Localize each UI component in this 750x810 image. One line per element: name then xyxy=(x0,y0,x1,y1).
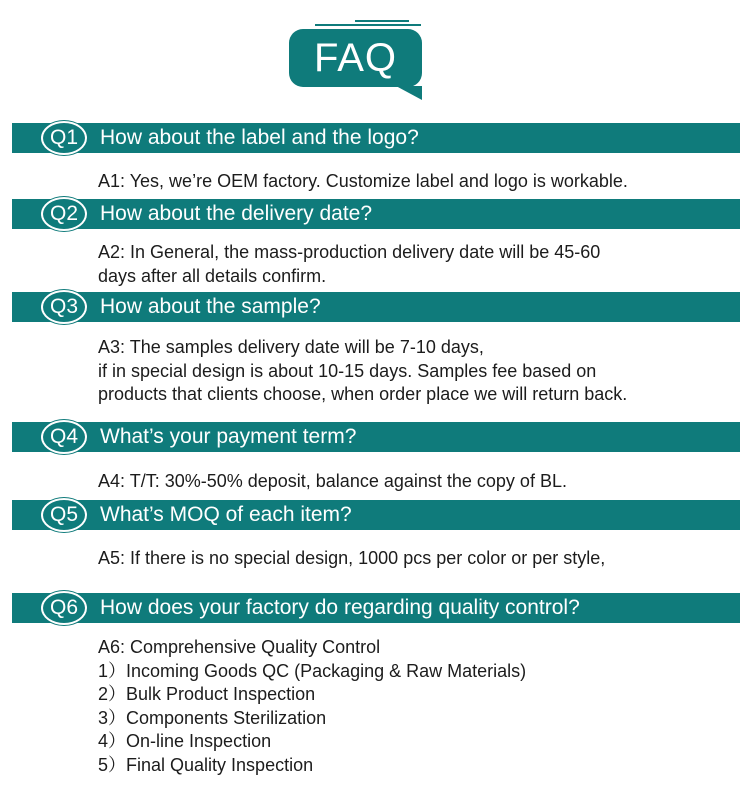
question-text-q4: What’s your payment term? xyxy=(100,425,357,448)
speech-tail-icon xyxy=(396,86,422,100)
question-badge-q6: Q6 xyxy=(41,591,87,625)
header-decor-line-top xyxy=(355,20,409,22)
question-text-q2: How about the delivery date? xyxy=(100,202,373,225)
answer-line: A6: Comprehensive Quality Control xyxy=(98,637,381,657)
answer-line: A1: Yes, we’re OEM factory. Customize label and logo is workable. xyxy=(98,171,628,191)
question-text-q1: How about the label and the logo? xyxy=(100,126,419,149)
answer-line: 1）Incoming Goods QC (Packaging & Raw Materials) xyxy=(98,660,527,681)
question-badge-q1: Q1 xyxy=(41,121,87,155)
answer-line: if in special design is about 10-15 days. Samples fee based on xyxy=(98,360,597,381)
faq-title: FAQ xyxy=(313,35,398,80)
question-text-q6: How does your factory do regarding quality control? xyxy=(100,596,580,619)
question-badge-q5: Q5 xyxy=(41,498,87,532)
answer-q4 xyxy=(98,470,567,494)
question-badge-q2: Q2 xyxy=(41,197,87,231)
faq-title-bubble xyxy=(289,29,422,87)
answer-line: A5: If there is no special design, 1000 pcs per color or per style, xyxy=(98,548,606,568)
question-text-q3: How about the sample? xyxy=(100,295,321,318)
answer-line: 2）Bulk Product Inspection xyxy=(98,684,316,704)
header-decor-line-bottom xyxy=(315,24,421,26)
answer-q3 xyxy=(98,336,627,407)
answer-line: products that clients choose, when order place we will return back. xyxy=(98,384,628,404)
question-text-q5: What’s MOQ of each item? xyxy=(100,503,352,526)
answer-q1 xyxy=(98,170,628,194)
question-badge-q4: Q4 xyxy=(41,420,87,454)
question-badge-q3: Q3 xyxy=(41,290,87,324)
answer-q2 xyxy=(98,241,600,288)
answer-q5 xyxy=(98,547,605,571)
answer-line: 3）Components Sterilization xyxy=(98,707,327,728)
answer-line: 5）Final Quality Inspection xyxy=(98,754,314,775)
answer-line: days after all details confirm. xyxy=(98,265,327,286)
answer-line: A3: The samples delivery date will be 7-10 days, xyxy=(98,337,484,357)
answer-line: A2: In General, the mass-production delivery date will be 45-60 xyxy=(98,242,601,262)
answer-line: 4）On-line Inspection xyxy=(98,731,272,751)
answer-line: A4: T/T: 30%-50% deposit, balance against the copy of BL. xyxy=(98,471,567,491)
answer-q6 xyxy=(98,636,526,777)
